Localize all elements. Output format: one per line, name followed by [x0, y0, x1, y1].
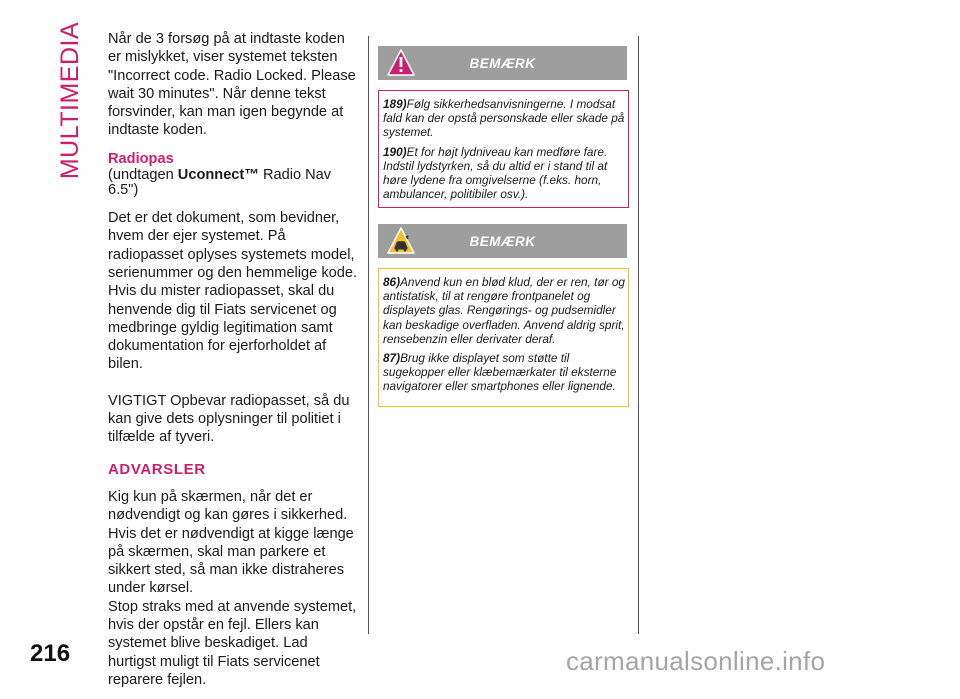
watermark: carmanualsonline.info: [566, 646, 826, 676]
screen-warning-paragraph: Kig kun på skærmen, når det er nødvendigt og kan gøres i sikkerhed. Hvis det er nødvendigt at kigge længe på skærmen, skal man parkere et sikkert sted, så man ikke distraheres under kørsel.: [108, 488, 354, 597]
important-paragraph: VIGTIGT Opbevar radiopasset, så du kan give dets oplysninger til politiet i tilfælde af tyveri.: [108, 392, 350, 446]
radiopas-subtitle: [108, 168, 358, 198]
note1-title: BEMÆRK: [469, 56, 536, 71]
error-warning-paragraph: Stop straks med at anvende systemet, hvis der opstår en fejl. Ellers kan systemet blive beskadiget. Lad hurtigst muligt til Fiats servicenet reparere fejlen.: [108, 598, 357, 688]
left-column: [108, 30, 358, 699]
warnings-heading: ADVARSLER: [108, 460, 206, 478]
note1-item-190: [383, 145, 626, 202]
note2-item-text: Anvend kun en blød klud, der er ren, tør og antistatisk, til at rengøre frontpanelet og displayets glas. Rengørings- og pudsemidler kan beskadige overfladen. Anvend aldrig sprit, rensebenzin eller derivater deraf.: [383, 275, 625, 346]
note1-header: [378, 46, 627, 80]
page-number: 216: [30, 640, 71, 667]
note1-item-number: 189): [383, 97, 407, 111]
uconnect-brand: Uconnect™: [177, 167, 259, 184]
note2-title: BEMÆRK: [469, 234, 536, 249]
section-tab: [54, 21, 88, 179]
radiopas-subtitle-suffix: Radio Nav 6.5"): [108, 167, 332, 199]
section-label: MULTIMEDIA: [56, 21, 85, 179]
radiopas-subtitle-prefix: (undtagen: [108, 167, 178, 184]
note1-item-text: Følg sikkerhedsanvisningerne. I modsat fald kan der opstå personskade eller skade på systemet.: [383, 97, 625, 140]
note2-item-87: [383, 351, 626, 394]
column-divider-left: [368, 36, 369, 634]
note2-item-number: 87): [383, 351, 401, 366]
note2-item-number: 86): [383, 275, 401, 289]
note1-box: [378, 90, 629, 208]
note2-item-text: Brug ikke displayet som støtte til sugekopper eller klæbemærkater til eksterne navigatorer eller smartphones eller lignende.: [383, 351, 617, 394]
column-divider-right: [638, 36, 639, 634]
code-attempts-paragraph: Når de 3 forsøg på at indtaste koden er mislykket, viser systemet teksten "Incorrect code. Radio Locked. Please wait 30 minutes". Når denne tekst forsvinder, kan man igen begynde at indtaste koden.: [108, 31, 356, 139]
radiopas-description: Det er det dokument, som bevidner, hvem der ejer systemet. På radiopasset oplyses systemets model, serienummer og den hemmelige kode.: [108, 210, 358, 281]
note2-item-86: [383, 275, 626, 346]
lost-radiopas-paragraph: Hvis du mister radiopasset, skal du henvende dig til Fiats servicenet og medbringe gyldig legitimation samt dokumentation for ejerforholdet af bilen.: [108, 283, 337, 373]
note2-header: [378, 224, 627, 258]
note2-box: [378, 268, 629, 407]
note1-item-text: Et for højt lydniveau kan medføre fare. Indstil lydstyrken, så du altid er i stand til at høre lydene fra omgivelserne (f.eks. horn, ambulancer, politibiler osv.).: [383, 144, 608, 202]
note1-item-189: [383, 97, 626, 140]
radiopas-heading: Radiopas: [108, 150, 174, 167]
note1-item-number: 190): [383, 144, 407, 159]
